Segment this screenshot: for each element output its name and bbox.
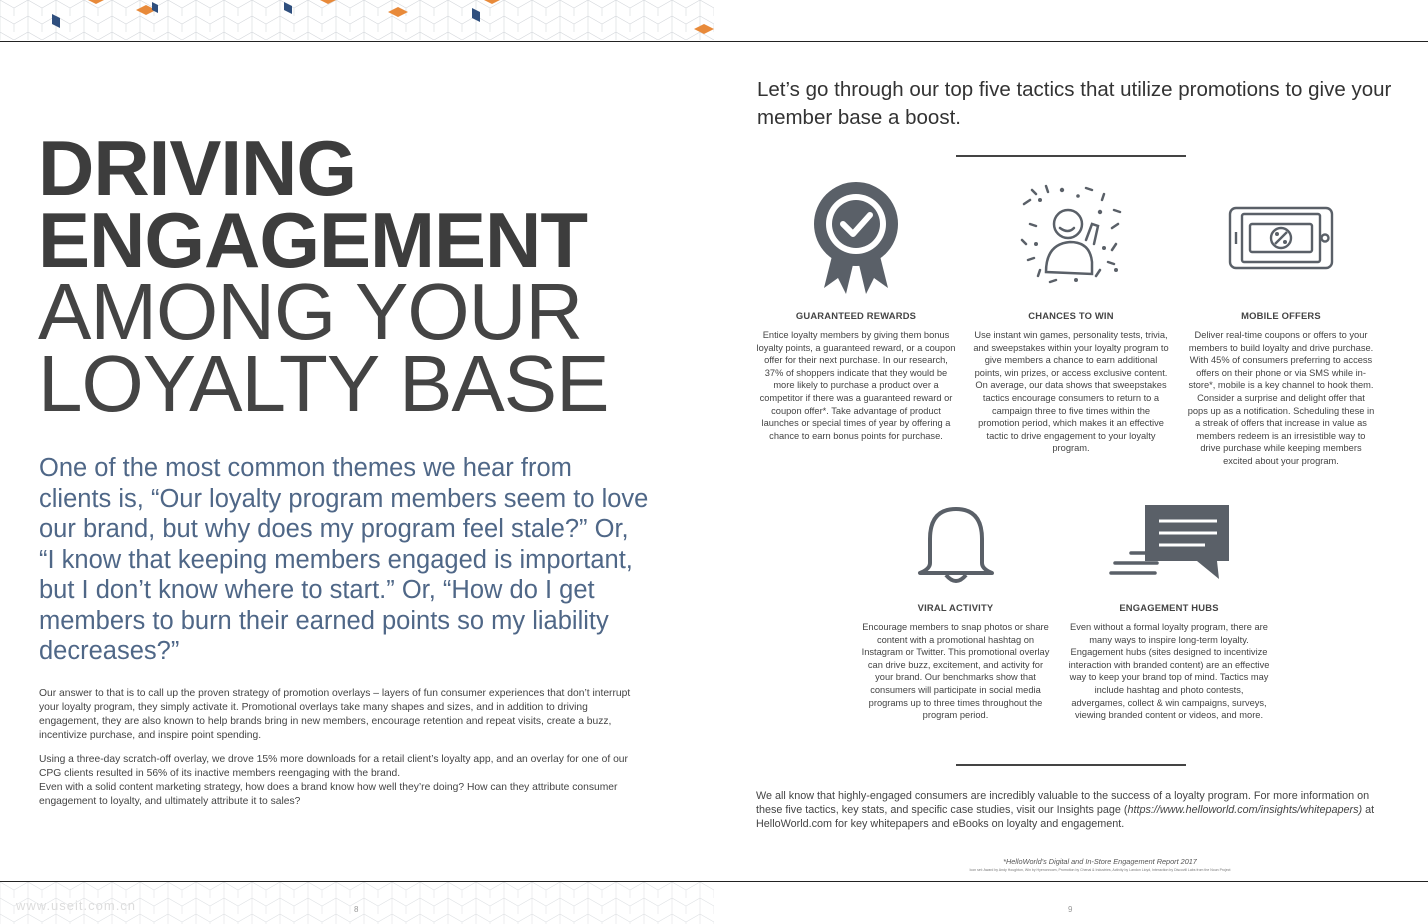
divider-bottom — [956, 764, 1186, 766]
icon-credits: Icon set: Award by Andy Houghton, Win by Hyenonroom, Promotion by Chenai & Industries, Activity by Landon Lloyd, Interaction by Discovill Labs from the Noun Project — [969, 868, 1231, 872]
divider-top — [956, 155, 1186, 157]
paragraph-results: Using a three-day scratch-off overlay, we drove 15% more downloads for a retail client’s loyalty app, and an overlay for one of our CPG clients resulted in 56% of its inactive members reengaging with the brand. — [39, 754, 628, 779]
award-ribbon-icon — [806, 180, 906, 300]
paragraph-promotion-overlays: Our answer to that is to call up the proven strategy of promotion overlays – layers of fun consumer experiences that don’t interrupt your loyalty program, they simply activate it. Promotional overlays take many shapes and sizes, and in addition to driving engagement, they are also known to help brands bring in new members, encourage retention and repeat visits, create a buzz, incentivize purchase, and inspire point spending. — [39, 688, 631, 741]
intro-quote: One of the most common themes we hear from clients is, “Our loyalty program members seem to love our brand, but why does my program feel stale?” Or, “I know that keeping members engaged is important, but I don’t know where to start.” Or, “How do I get members to burn their earned points so my liability decreases?” — [39, 454, 649, 665]
tactic-mobile-offers — [1186, 180, 1376, 468]
left-body-text — [39, 687, 647, 809]
tactic-description: Encourage members to snap photos or share content with a promotional hashtag on Instagram or Twitter. This promotional overlay can drive buzz, excitement, and activity for your brand. Our benchmarks show that consumers will participate in social media programs up to three times throughout the program period. — [861, 622, 1050, 721]
confetti-person-icon — [1016, 180, 1126, 290]
tactic-description: Entice loyalty members by giving them bonus loyalty points, a guaranteed reward, or a coupon offer for their next purchase. In our research, 37% of shoppers indicate that they would be more likely to purchase a product over a competitor if there was a guaranteed reward or coupon offer*. Take advantage of product launches or special times of year by offering a chance to earn bonus points for purchase. — [756, 330, 956, 441]
tactic-viral-activity — [858, 505, 1053, 722]
page-number-right: 9 — [1068, 905, 1073, 914]
insights-link[interactable]: https://www.helloworld.com/insights/whitepapers) — [1127, 804, 1363, 816]
page-title — [38, 124, 609, 428]
title-line-1: DRIVING — [38, 124, 357, 212]
bell-icon — [916, 505, 996, 587]
tactic-guaranteed-rewards — [756, 180, 956, 442]
footnote: *HelloWorld’s Digital and In-Store Engagement Report 2017 — [1003, 857, 1197, 866]
watermark: www.useit.com.cn — [16, 898, 137, 913]
header-pattern — [0, 0, 714, 40]
tactic-title: GUARANTEED REWARDS — [795, 310, 917, 321]
tactic-engagement-hubs — [1067, 505, 1271, 722]
header-rule — [0, 41, 1428, 42]
closing-paragraph — [756, 789, 1386, 831]
tactic-title: VIRAL ACTIVITY — [917, 602, 994, 613]
closing-text-end: at HelloWorld.com for key whitepapers and eBooks on loyalty and engagement. — [756, 804, 1375, 830]
closing-text-start: We all know that highly-engaged consumers are incredibly valuable to the success of a loyalty program. For more information on these five tactics, key stats, and specific case studies, visit our Insights page ( — [756, 790, 1370, 816]
tactic-title: CHANCES TO WIN — [1028, 310, 1114, 321]
tactic-description: Use instant win games, personality tests, trivia, and sweepstakes within your loyalty program to give members a chance to earn additional points, win prizes, or access exclusive content. On average, our data shows that sweepstakes tactics encourage consumers to return to a campaign three to five times within the promotion period, which makes it an effective tactic to drive engagement to your loyalty program. — [973, 330, 1169, 454]
lead-text: Let’s go through our top five tactics that utilize promotions to give your member base a boost. — [757, 78, 1392, 129]
page-number-left: 8 — [354, 905, 359, 914]
title-line-3: AMONG YOUR — [38, 267, 583, 356]
title-line-4: LOYALTY BASE — [38, 339, 609, 428]
tactic-chances-to-win — [971, 180, 1171, 455]
paragraph-attribution: Even with a solid content marketing strategy, how does a brand know how well they’re doing? How can they attribute consumer engagement to loyalty, and ultimately attribute it to sales? — [39, 782, 618, 807]
tactic-title: MOBILE OFFERS — [1241, 310, 1321, 321]
mobile-coupon-icon — [1228, 180, 1334, 290]
title-line-2: ENGAGEMENT — [38, 196, 588, 284]
tactic-description: Deliver real-time coupons or offers to your members to build loyalty and drive purchase. With 45% of consumers preferring to access offers on their phone or via SMS while in-store*, mobile is a key channel to hook them. Consider a surprise and delight offer that pops up as a notification. Scheduling these in a streak of offers that increase in value as members redeem is an irresistible way to drive purchase while keeping members excited about your program. — [1187, 330, 1375, 466]
tactic-title: ENGAGEMENT HUBS — [1119, 602, 1219, 613]
chat-bubble-icon — [1109, 505, 1229, 587]
tactic-description: Even without a formal loyalty program, there are many ways to inspire long-term loyalty. Engagement hubs (sites designed to incentivize interaction with branded content) are an effective way to keep your brand top of mind. Tactics may include hashtag and photo contests, advergames, collect & win campaigns, surveys, viewing branded content or videos, and more. — [1068, 622, 1270, 721]
